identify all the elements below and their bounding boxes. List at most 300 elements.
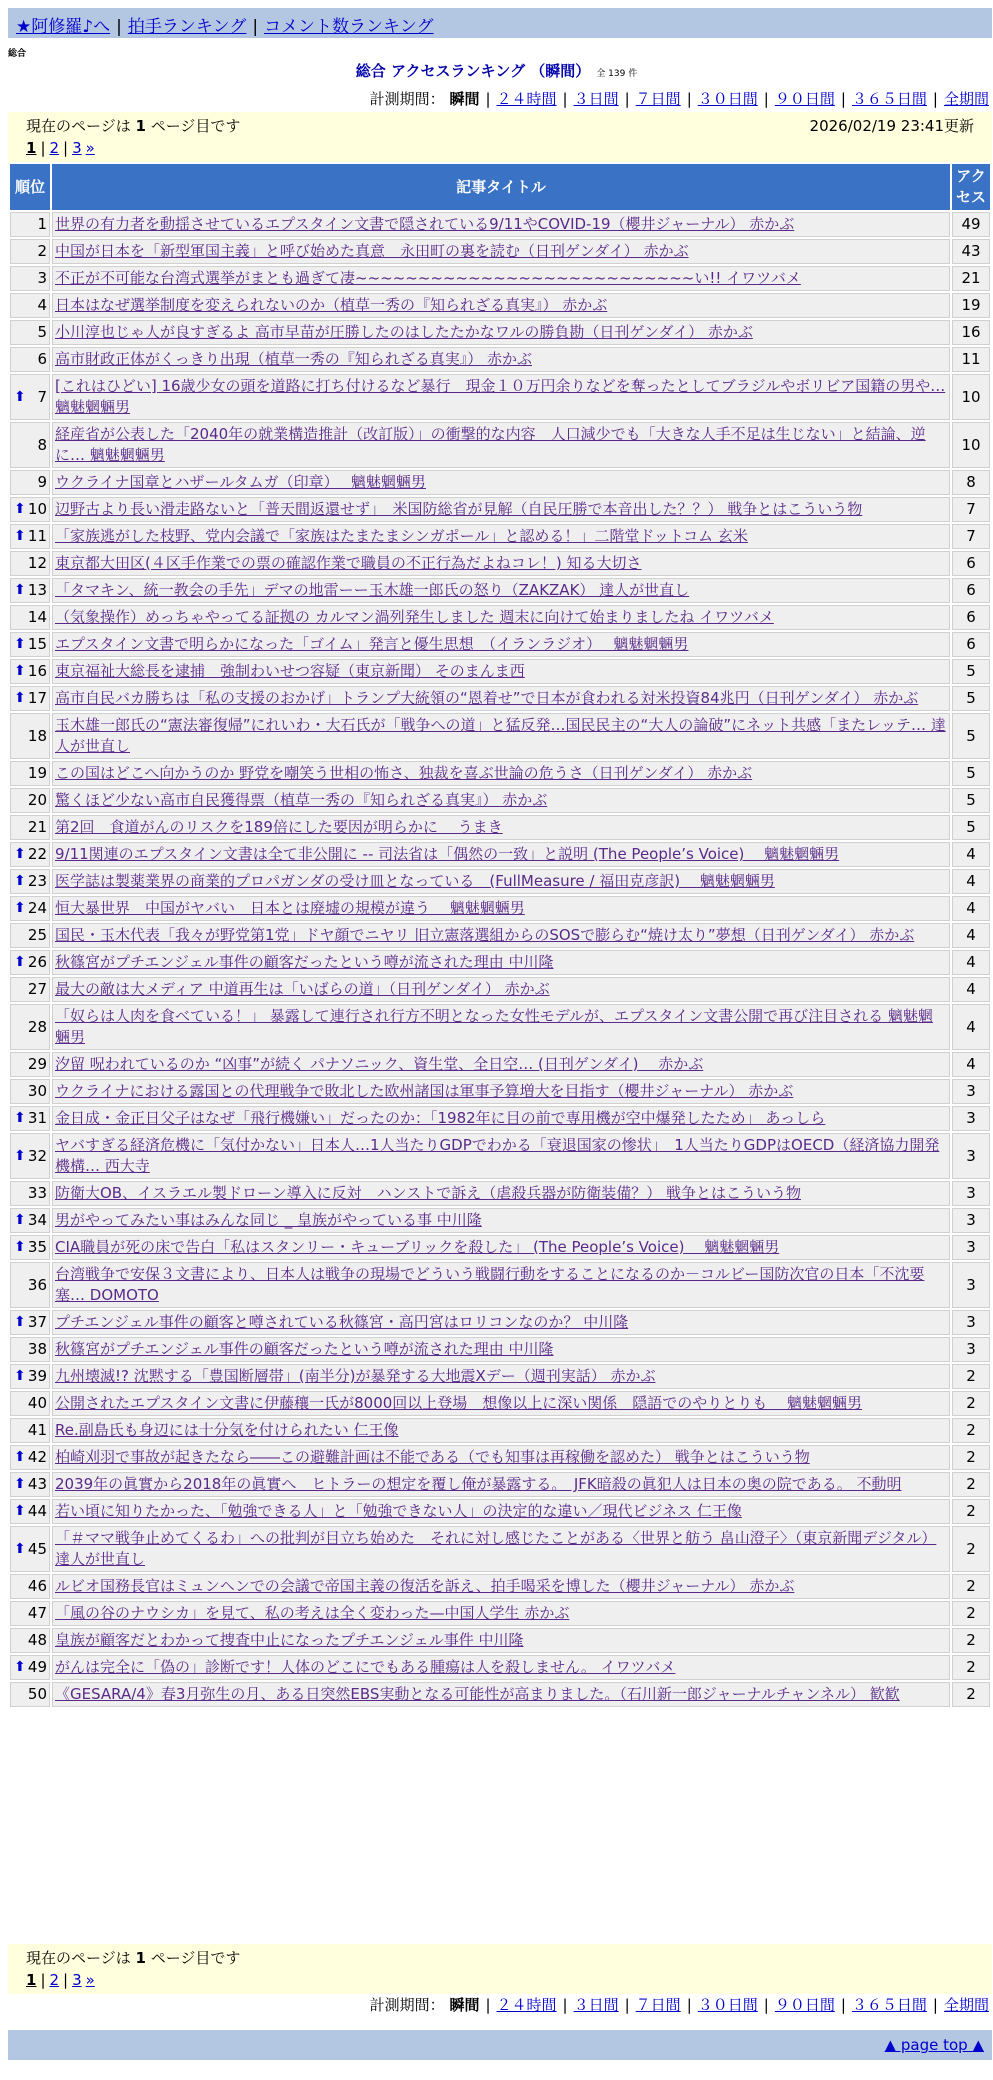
access-count: 16 [952,320,990,345]
rank-cell [10,1445,50,1470]
title-cell [52,1133,950,1179]
title-cell [52,815,950,840]
access-count: 7 [952,497,990,522]
rank-number: 41 [27,1421,47,1439]
period-all[interactable]: 全期間 [943,90,989,108]
title-cell [52,470,950,495]
article-title-link[interactable]: 柏崎刈羽で事故が起きたなら――この避難計画は不能である（でも知事は再稼働を認めた） 戦争とはこういう物 [55,1448,810,1466]
updated-time: 2026/02/19 23:41更新 [809,117,974,135]
period-selector-bottom: 計測期間： 瞬間 | ２４時間 | ３日間 | ７日間 | ３０日間 | ９０日間 | ３６５日間 | 全期間 [369,1996,989,2014]
table-row [10,761,990,786]
access-count: 7 [952,524,990,549]
rank-up-arrow-icon: ⬆ [14,1147,26,1164]
rank-cell [10,1472,50,1497]
current-page-number: 1 [135,117,146,135]
rank-number: 34 [27,1211,47,1229]
title-cell [52,1337,950,1362]
article-title-link[interactable]: 恒大暴世界 中国がヤバい 日本とは廃墟の規模が違う 魑魅魍魎男 [55,899,525,917]
table-row [10,1262,990,1308]
title-cell [52,1445,950,1470]
title-cell [52,1655,950,1680]
table-row [10,632,990,657]
rank-number: 1 [37,215,47,233]
article-title-link[interactable]: 九州壊滅!? 沈黙する「豊国断層帯」(南半分)が暴発する大地震Xデー（週刊実話） 赤かぶ [55,1367,656,1385]
rank-cell [10,1079,50,1104]
title-cell [52,896,950,921]
nav-link-clap-ranking[interactable]: 拍手ランキング [127,17,247,37]
article-title-link[interactable]: 東京都大田区(４区手作業での票の確認作業で職員の不正行為だよねコレ！) 知る大切さ [55,554,642,572]
article-title-link[interactable]: 秋篠宮がプチエンジェル事件の顧客だったという噂が流された理由 中川隆 [55,953,554,971]
rank-up-arrow-icon: ⬆ [14,1110,26,1126]
table-row [10,1682,990,1707]
next-page-link[interactable]: » [85,1971,95,1989]
article-title-link[interactable]: 最大の敵は大メディア 中道再生は「いばらの道」（日刊ゲンダイ） 赤かぶ [55,980,550,998]
rank-up-arrow-icon: ⬆ [14,900,26,916]
access-count: 5 [952,713,990,759]
title-cell [52,686,950,711]
rank-cell [10,815,50,840]
table-row [10,497,990,522]
rank-cell [10,320,50,345]
article-title-link[interactable]: ルビオ国務長官はミュンヘンでの会議で帝国主義の復活を訴え、拍手喝采を博した（櫻井ジャーナル） 赤かぶ [55,1577,795,1595]
rank-number: 3 [37,269,47,287]
rank-number: 19 [27,764,47,782]
rank-number: 31 [27,1109,47,1127]
article-title-link[interactable]: エプスタイン文書で明らかになった「ゴイム」発言と優生思想 （イランラジオ） 魑魅魍魎男 [55,635,689,653]
rank-cell [10,347,50,372]
rank-cell [10,1262,50,1308]
title-cell [52,524,950,549]
rank-number: 26 [27,953,47,971]
title-cell [52,551,950,576]
rank-number: 24 [27,899,47,917]
rank-up-arrow-icon: ⬆ [14,388,26,405]
rank-number: 36 [27,1275,47,1294]
table-row [10,1601,990,1626]
rank-number: 16 [27,662,47,680]
period-7d[interactable]: ７日間 [635,90,681,108]
ranking-table-body [10,212,990,1707]
rank-up-arrow-icon: ⬆ [14,1659,26,1675]
rank-up-arrow-icon: ⬆ [14,501,26,517]
rank-cell [10,1601,50,1626]
nav-link-comment-ranking[interactable]: コメント数ランキング [264,17,434,37]
rank-number: 50 [27,1685,47,1703]
article-title-link[interactable]: 《GESARA/4》春3月弥生の月、ある日突然EBS実動となる可能性が高まりました。（石川新一郎ジャーナルチャンネル） 歓歓 [55,1685,900,1703]
access-count: 4 [952,1004,990,1050]
rank-up-arrow-icon: ⬆ [14,1503,26,1519]
article-title-link[interactable]: 9/11関連のエプスタイン文書は全て非公開に -- 司法省は「偶然の一致」と説明 (The People’s Voice) 魑魅魍魎男 [55,845,840,863]
rank-number: 5 [37,323,47,341]
rank-cell [10,1052,50,1077]
title-cell [52,1208,950,1233]
table-row [10,1004,990,1050]
title-cell [52,239,950,264]
period-3d[interactable]: ３日間 [573,1996,619,2014]
access-count: 3 [952,1310,990,1335]
access-count: 43 [952,239,990,264]
rank-cell [10,1337,50,1362]
access-count: 3 [952,1133,990,1179]
title-cell [52,1628,950,1653]
table-row [10,1391,990,1416]
rank-cell [10,1574,50,1599]
title-cell [52,1418,950,1443]
title-cell [52,788,950,813]
rank-cell [10,293,50,318]
rank-cell [10,896,50,921]
title-cell [52,977,950,1002]
title-cell [52,1310,950,1335]
article-title-link[interactable]: 皇族が顧客だとわかって捜査中止になったプチエンジェル事件 中川隆 [55,1631,524,1649]
table-row [10,1337,990,1362]
access-count: 3 [952,1208,990,1233]
rank-number: 4 [37,296,47,314]
table-row [10,293,990,318]
rank-number: 22 [27,845,47,863]
rank-cell [10,1391,50,1416]
next-page-link[interactable]: » [85,139,95,157]
access-count: 6 [952,605,990,630]
article-title-link[interactable]: 「タマキン、統一教会の手先」デマの地雷ーー玉木雄一郎氏の怒り（ZAKZAK） 達人が世直し [55,581,690,599]
title-cell [52,212,950,237]
rank-number: 29 [27,1055,47,1073]
article-title-link[interactable]: プチエンジェル事件の顧客と噂されている秋篠宮・高円宮はロリコンなのか？ 中川隆 [55,1313,629,1331]
article-title-link[interactable]: 「家族逃がした枝野、党内会議で「家族はたまたまシンガポール」と認める！」二階堂ドットコム 玄米 [55,527,748,545]
article-title-link[interactable]: ウクライナにおける露国との代理戦争で敗北した欧州諸国は軍事予算増大を目指す（櫻井ジャーナル） 赤かぶ [55,1082,794,1100]
title-cell [52,293,950,318]
rank-number: 15 [27,635,47,653]
rank-up-arrow-icon: ⬆ [14,1449,26,1465]
access-count: 4 [952,842,990,867]
table-row [10,578,990,603]
current-page-text-pre: 現在のページは [26,117,131,135]
article-title-link[interactable]: Re.副島氏も身辺には十分気を付けられたい 仁王像 [55,1421,399,1439]
access-count: 2 [952,1682,990,1707]
table-row [10,869,990,894]
article-title-link[interactable]: 2039年の眞實から2018年の眞實へ ヒトラーの想定を覆し俺が暴露する。 JFK暗殺の眞犯人は日本の奥の院である。 不動明 [55,1475,902,1493]
rank-number: 9 [37,473,47,491]
title-cell [52,659,950,684]
title-cell [52,497,950,522]
table-row [10,1364,990,1389]
table-row [10,815,990,840]
period-24h[interactable]: ２４時間 [496,90,557,108]
article-title-link[interactable]: 汐留 呪われているのか “凶事”が続く パナソニック、資生堂、全日空… (日刊ゲンダイ) 赤かぶ [55,1055,704,1073]
access-count: 4 [952,923,990,948]
access-count: 2 [952,1526,990,1572]
table-row [10,1526,990,1572]
period-90d[interactable]: ９０日間 [774,1996,835,2014]
article-title-link[interactable]: 男がやってみたい事はみんな同じ _ 皇族がやっている事 中川隆 [55,1211,482,1229]
access-count: 4 [952,869,990,894]
access-count: 2 [952,1418,990,1443]
rank-number: 12 [27,554,47,572]
article-title-link[interactable]: 「＃ママ戦争止めてくるわ」への批判が目立ち始めた それに対し感じたことがある〈世界と舫う 畠山澄子〉（東京新聞デジタル） 達人が世直し [55,1529,937,1568]
title-cell [52,1235,950,1260]
rank-number: 30 [27,1082,47,1100]
table-row [10,1499,990,1524]
rank-up-arrow-icon: ⬆ [14,582,26,598]
rank-number: 14 [27,608,47,626]
table-row [10,1445,990,1470]
title-cell [52,950,950,975]
access-count: 5 [952,815,990,840]
rank-number: 11 [27,527,47,545]
table-row [10,239,990,264]
article-title-link[interactable]: 辺野古より長い滑走路ないと「普天間返還せず」 米国防総省が見解（自民圧勝で本音出した？？） 戦争とはこういう物 [55,500,863,518]
article-title-link[interactable]: 中国が日本を「新型軍国主義」と呼び始めた真意 永田町の裏を読む（日刊ゲンダイ） 赤かぶ [55,242,689,260]
table-row [10,1052,990,1077]
article-title-link[interactable]: 「奴らは人肉を食べている！」 暴露して連行され行方不明となった女性モデルが、エプスタイン文書公開で再び注目される 魑魅魍魎男 [55,1007,933,1046]
access-count: 3 [952,1079,990,1104]
rank-cell [10,605,50,630]
period-current: 瞬間 [449,1996,480,2014]
access-count: 3 [952,1235,990,1260]
title-cell [52,422,950,468]
title-cell [52,1052,950,1077]
table-row [10,842,990,867]
page-link-1[interactable]: 1 [26,1971,37,1989]
access-count: 2 [952,1601,990,1626]
rank-cell [10,842,50,867]
period-all[interactable]: 全期間 [943,1996,989,2014]
rank-number: 32 [27,1146,47,1165]
period-30d[interactable]: ３０日間 [697,90,758,108]
article-title-link[interactable]: 小川淳也じゃ人が良すぎるよ 高市早苗が圧勝したのはしたたかなワルの勝負勘（日刊ゲンダイ） 赤かぶ [55,323,753,341]
rank-cell [10,1235,50,1260]
page-link-1[interactable]: 1 [26,139,37,157]
article-title-link[interactable]: 驚くほど少ない高市自民獲得票（植草一秀の『知られざる真実』） 赤かぶ [55,791,548,809]
article-title-link[interactable]: 若い頃に知りたかった、「勉強できる人」と「勉強できない人」の決定的な違い／現代ビジネス 仁王像 [55,1502,742,1520]
article-title-link[interactable]: 台湾戦争で安保３文書により、日本人は戦争の現場でどういう戦闘行動をすることになるのか－コルビー国防次官の日本「不沈要塞… DOMOTO [55,1265,925,1304]
current-page-text-post: ページ目です [150,1949,241,1967]
rank-number: 20 [27,791,47,809]
table-row [10,347,990,372]
total-count: 全 139 件 [596,69,638,79]
period-24h[interactable]: ２４時間 [496,1996,557,2014]
rank-number: 13 [27,581,47,599]
article-title-link[interactable]: 世界の有力者を動揺させているエプスタイン文書で隠されている9/11やCOVID-19（櫻井ジャーナル） 赤かぶ [55,215,795,233]
rank-cell [10,470,50,495]
page-top-link[interactable]: ▲ page top ▲ [884,2036,984,2054]
access-count: 8 [952,470,990,495]
title-cell [52,1574,950,1599]
rank-cell [10,950,50,975]
table-row [10,320,990,345]
title-cell [52,578,950,603]
page-link-3[interactable]: 3 [72,139,82,157]
rank-cell [10,1499,50,1524]
ranking-title [0,60,993,81]
article-title-link[interactable]: 秋篠宮がプチエンジェル事件の顧客だったという噂が流された理由 中川隆 [55,1340,554,1358]
rank-cell [10,1181,50,1206]
article-title-link[interactable]: この国はどこへ向かうのか 野党を嘲笑う世相の怖さ、独裁を喜ぶ世論の危うさ（日刊ゲンダイ） 赤かぶ [55,764,753,782]
rank-up-arrow-icon: ⬆ [14,954,26,970]
article-title-link[interactable]: 防衛大OB、イスラエル製ドローン導入に反対 ハンストで訴え（虐殺兵器が防衛装備？） 戦争とはこういう物 [55,1184,801,1202]
table-row [10,896,990,921]
rank-number: 7 [37,387,47,406]
access-count: 2 [952,1655,990,1680]
ranking-table [8,162,992,1709]
current-page-text-pre: 現在のページは [26,1949,131,1967]
rank-cell [10,1526,50,1572]
article-title-link[interactable]: CIA職員が死の床で告白「私はスタンリー・キューブリックを殺した」 (The People’s Voice) 魑魅魍魎男 [55,1238,780,1256]
rank-cell [10,1682,50,1707]
rank-number: 45 [27,1539,47,1558]
table-row [10,1133,990,1179]
rank-cell [10,497,50,522]
rank-number: 40 [27,1394,47,1412]
title-cell [52,605,950,630]
rank-cell [10,1106,50,1131]
article-title-link[interactable]: （気象操作）めっちゃやってる証拠の カルマン渦列発生しました 週末に向けて始まりましたね イワツバメ [55,608,774,626]
article-title-link[interactable]: 医学誌は製薬業界の商業的プロパガンダの受け皿となっている (FullMeasure / 福田克彦訳) 魑魅魍魎男 [55,872,775,890]
period-365d[interactable]: ３６５日間 [851,90,927,108]
title-cell [52,1004,950,1050]
table-row [10,977,990,1002]
title-cell [52,266,950,291]
current-page-text-post: ページ目です [150,117,241,135]
access-count: 11 [952,347,990,372]
table-row [10,1655,990,1680]
title-cell [52,1526,950,1572]
article-title-link[interactable]: ヤバすぎる経済危機に「気付かない」日本人…1人当たりGDPでわかる「衰退国家の惨状」 1人当たりGDPはOECD（経済協力開発機構… 西大寺 [55,1136,940,1175]
header-access: アクセス [952,164,990,210]
table-row [10,551,990,576]
article-title-link[interactable]: 第2回 食道がんのリスクを189倍にした要因が明らかに うまき [55,818,503,836]
period-3d[interactable]: ３日間 [573,90,619,108]
rank-number: 48 [27,1631,47,1649]
title-cell [52,1079,950,1104]
access-count: 4 [952,950,990,975]
table-row [10,1181,990,1206]
rank-number: 25 [27,926,47,944]
access-count: 6 [952,632,990,657]
ranking-title-text: 総合 アクセスランキング （瞬間） [355,62,591,80]
article-title-link[interactable]: 日本はなぜ選挙制度を変えられないのか（植草一秀の『知られざる真実』） 赤かぶ [55,296,608,314]
rank-cell [10,578,50,603]
access-count: 19 [952,293,990,318]
period-365d[interactable]: ３６５日間 [851,1996,927,2014]
rank-up-arrow-icon: ⬆ [14,1314,26,1330]
rank-number: 47 [27,1604,47,1622]
table-row [10,1628,990,1653]
article-title-link[interactable]: 国民・玉木代表「我々が野党第1党」ドヤ顔でニヤリ 旧立憲落選組からのSOSで膨らむ“焼け太り”夢想（日刊ゲンダイ） 赤かぶ [55,926,915,944]
access-count: 4 [952,977,990,1002]
title-cell [52,1601,950,1626]
article-title-link[interactable]: 不正が不可能な台湾式選挙がまとも過ぎて凄~~~~~~~~~~~~~~~~~~~~~~~~~~~い!! イワツバメ [55,269,801,287]
rank-cell [10,788,50,813]
article-title-link[interactable]: 高市自民バカ勝ちは「私の支援のおかげ」トランプ大統領の“恩着せ”で日本が食われる対米投資84兆円（日刊ゲンダイ） 赤かぶ [55,689,919,707]
access-count: 10 [952,422,990,468]
top-nav-bar [8,8,992,38]
access-count: 3 [952,1262,990,1308]
title-cell [52,320,950,345]
article-title-link[interactable]: がんは完全に「偽の」診断です！人体のどこにでもある腫瘍は人を殺しません。 イワツバメ [55,1658,676,1676]
rank-cell [10,659,50,684]
table-row [10,686,990,711]
access-count: 3 [952,1106,990,1131]
article-title-link[interactable]: 高市財政正体がくっきり出現（植草一秀の『知られざる真実』） 赤かぶ [55,350,532,368]
access-count: 49 [952,212,990,237]
table-row [10,605,990,630]
access-count: 10 [952,374,990,420]
table-row [10,374,990,420]
period-7d[interactable]: ７日間 [635,1996,681,2014]
table-row [10,1235,990,1260]
nav-separator: | [116,17,122,37]
rank-cell [10,977,50,1002]
rank-up-arrow-icon: ⬆ [14,1239,26,1255]
article-title-link[interactable]: 金日成・金正日父子はなぜ「飛行機嫌い」だったのか：「1982年に目の前で専用機が空中爆発したため」 あっしら [55,1109,826,1127]
access-count: 2 [952,1574,990,1599]
access-count: 2 [952,1445,990,1470]
nav-separator: | [252,17,259,37]
access-count: 2 [952,1499,990,1524]
article-title-link[interactable]: ウクライナ国章とハザールタムガ（印章） 魑魅魍魎男 [55,473,426,491]
rank-number: 46 [27,1577,47,1595]
article-title-link[interactable]: [これはひどい] 16歳少女の頭を道路に打ち付けるなど暴行 現金１０万円余りなどを奪ったとしてブラジルやボリビア国籍の男や… 魑魅魍魎男 [55,377,946,416]
nav-link-asyura[interactable]: ★阿修羅♪へ [16,17,111,37]
access-count: 21 [952,266,990,291]
table-row [10,524,990,549]
page-link-2[interactable]: 2 [49,1971,60,1989]
rank-cell [10,1655,50,1680]
period-label: 計測期間： [369,90,445,108]
rank-number: 8 [37,435,47,454]
table-row [10,266,990,291]
page-link-2[interactable]: 2 [49,139,60,157]
title-cell [52,761,950,786]
article-title-link[interactable]: 「風の谷のナウシカ」を見て、私の考えは全く変わった—中国人学生 赤かぶ [55,1604,570,1622]
page-link-3[interactable]: 3 [72,1971,82,1989]
rank-number: 28 [27,1017,47,1036]
table-row [10,470,990,495]
rank-number: 39 [27,1367,47,1385]
access-count: 5 [952,686,990,711]
period-30d[interactable]: ３０日間 [697,1996,758,2014]
rank-cell [10,923,50,948]
article-title-link[interactable]: 公開されたエプスタイン文書に伊藤穰一氏が8000回以上登場 想像以上に深い関係 隠語でのやりとりも 魑魅魍魎男 [55,1394,863,1412]
access-count: 5 [952,761,990,786]
rank-cell [10,1418,50,1443]
article-title-link[interactable]: 東京福祉大総長を逮捕 強制わいせつ容疑（東京新聞） そのまんま西 [55,662,525,680]
rank-number: 23 [27,872,47,890]
period-90d[interactable]: ９０日間 [774,90,835,108]
access-count: 2 [952,1391,990,1416]
period-selector-top: 計測期間： 瞬間 | ２４時間 | ３日間 | ７日間 | ３０日間 | ９０日間 | ３６５日間 | 全期間 [369,90,989,108]
page-links: 1 | 2 | 3 » [26,1971,95,1989]
title-cell [52,1391,950,1416]
table-row [10,659,990,684]
rank-cell [10,1208,50,1233]
rank-cell [10,761,50,786]
article-title-link[interactable]: 玉木雄一郎氏の“憲法審復帰”にれいわ・大石氏が「戦争への道」と猛反発…国民民主の“大人の論破”にネット共感「またレッテ… 達人が世直し [55,716,946,755]
section-label: 総合 [8,49,27,59]
rank-number: 21 [27,818,47,836]
rank-up-arrow-icon: ⬆ [14,528,26,544]
rank-cell [10,374,50,420]
title-cell [52,1262,950,1308]
rank-up-arrow-icon: ⬆ [14,636,26,652]
table-row [10,923,990,948]
rank-cell [10,1364,50,1389]
rank-cell [10,713,50,759]
title-cell [52,1106,950,1131]
article-title-link[interactable]: 経産省が公表した「2040年の就業構造推計（改訂版）」の衝撃的な内容 人口減少でも「大きな人手不足は生じない」と結論、逆に… 魑魅魍魎男 [55,425,926,464]
access-count: 4 [952,896,990,921]
